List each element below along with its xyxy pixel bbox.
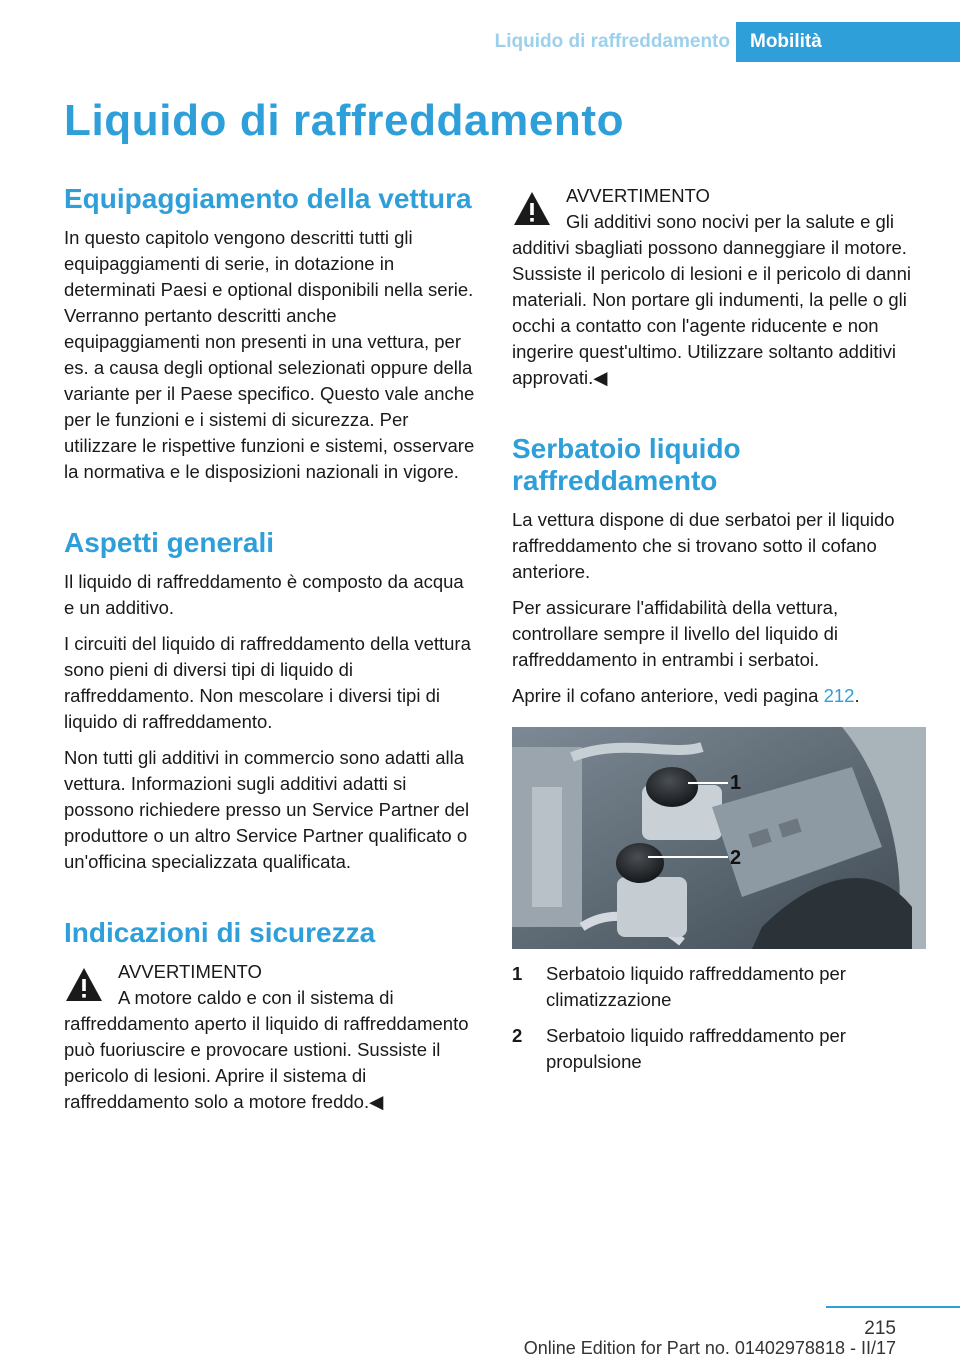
additive-warning-text: Gli additivi sono nocivi per la salute e gli additivi sbagliati possono danneggiare il motore. Sussiste il pericolo di lesioni e il pericolo di danni materiali. Non portare gli indumenti, la pelle o gli occhi a contatto con l'agente riducente e non ingerire quest'ultimo. Utilizzare soltanto additivi approvati.◀: [512, 211, 911, 388]
coolant-reservoirs-photo: [512, 727, 926, 949]
legend-text: Serbatoio liquido raffreddamento per propulsione: [546, 1025, 846, 1072]
general-paragraph-2: I circuiti del liquido di raffreddamento della vettura sono pieni di diversi tipi di liquido di raffreddamento. Non mescolare i diversi tipi di liquido di raffreddamento.: [64, 633, 471, 732]
warning-triangle-icon: [64, 965, 104, 1005]
safety-heading: Indicazioni di sicurezza: [64, 917, 376, 948]
open-hood-text: Aprire il cofano anteriore, vedi pagina: [512, 685, 824, 706]
footer-rule: [826, 1306, 960, 1308]
right-column: [512, 183, 924, 1085]
callout-2: 2: [730, 847, 742, 869]
general-paragraph-1: Il liquido di raffreddamento è composto da acqua e un additivo.: [64, 571, 464, 618]
legend-text: Serbatoio liquido raffreddamento per climatizzazione: [546, 963, 846, 1010]
legend-number: 2: [512, 1025, 523, 1046]
header-chapter-tab: Mobilità: [736, 22, 960, 62]
additive-warning: [512, 183, 924, 391]
reservoir-paragraph-2: Per assicurare l'affidabilità della vettura, controllare sempre il livello del liquido di raffreddamento in entrambi i serbatoi.: [512, 597, 839, 670]
safety-warning-label: AVVERTIMENTO: [118, 961, 262, 982]
equipment-heading: Equipaggiamento della vettura: [64, 183, 472, 214]
engine-bay-illustration: [512, 727, 926, 949]
page-number: 215: [864, 1318, 896, 1339]
left-column: [64, 183, 476, 1125]
equipment-text: In questo capitolo vengono descritti tutti gli equipaggiamenti di serie, in dotazione in determinati Paesi e optional disponibili nella serie. Verranno pertanto descritti anche equipaggiamenti non presenti in una vettura, per es. a causa degli optional selezionati oppure della variante per il Paese specifico. Questo vale anche per le funzioni e i sistemi di sicurezza. Per utilizzare le rispettive funzioni e sistemi, osservare la normativa e le disposizioni nazionali in vigore.: [64, 227, 475, 482]
header-section-title: Liquido di raffreddamento: [494, 31, 730, 52]
general-heading: Aspetti generali: [64, 527, 275, 558]
safety-warning-text: A motore caldo e con il sistema di raffreddamento aperto il liquido di raffreddamento può fuoriuscire e provocare ustioni. Sussiste il pericolo di lesioni. Aprire il sistema di raffreddamento solo a motore freddo.◀: [64, 987, 469, 1112]
open-hood-suffix: .: [854, 685, 860, 706]
additive-warning-label: AVVERTIMENTO: [566, 185, 710, 206]
open-hood-paragraph: [512, 683, 924, 709]
legend-item: [512, 961, 924, 1013]
reservoir-paragraph-1: La vettura dispone di due serbatoi per il liquido raffreddamento che si trovano sotto il cofano anteriore.: [512, 509, 895, 582]
safety-warning: [64, 959, 476, 1115]
reservoir-heading: Serbatoio liquido raffreddamento: [512, 433, 741, 496]
callout-1: 1: [730, 772, 742, 794]
footer-edition: Online Edition for Part no. 01402978818 - II/17: [523, 1338, 896, 1358]
page-reference-link[interactable]: 212: [823, 685, 855, 706]
legend-number: 1: [512, 963, 523, 984]
page-title: Liquido di raffreddamento: [64, 96, 625, 145]
legend-item: [512, 1023, 924, 1075]
warning-triangle-icon: [512, 189, 552, 229]
general-paragraph-3: Non tutti gli additivi in commercio sono adatti alla vettura. Informazioni sugli additivi adatti si possono richiedere presso un Service Partner del produttore o un altro Service Partner qualificato o un'officina specializzata qualificata.: [64, 747, 470, 872]
